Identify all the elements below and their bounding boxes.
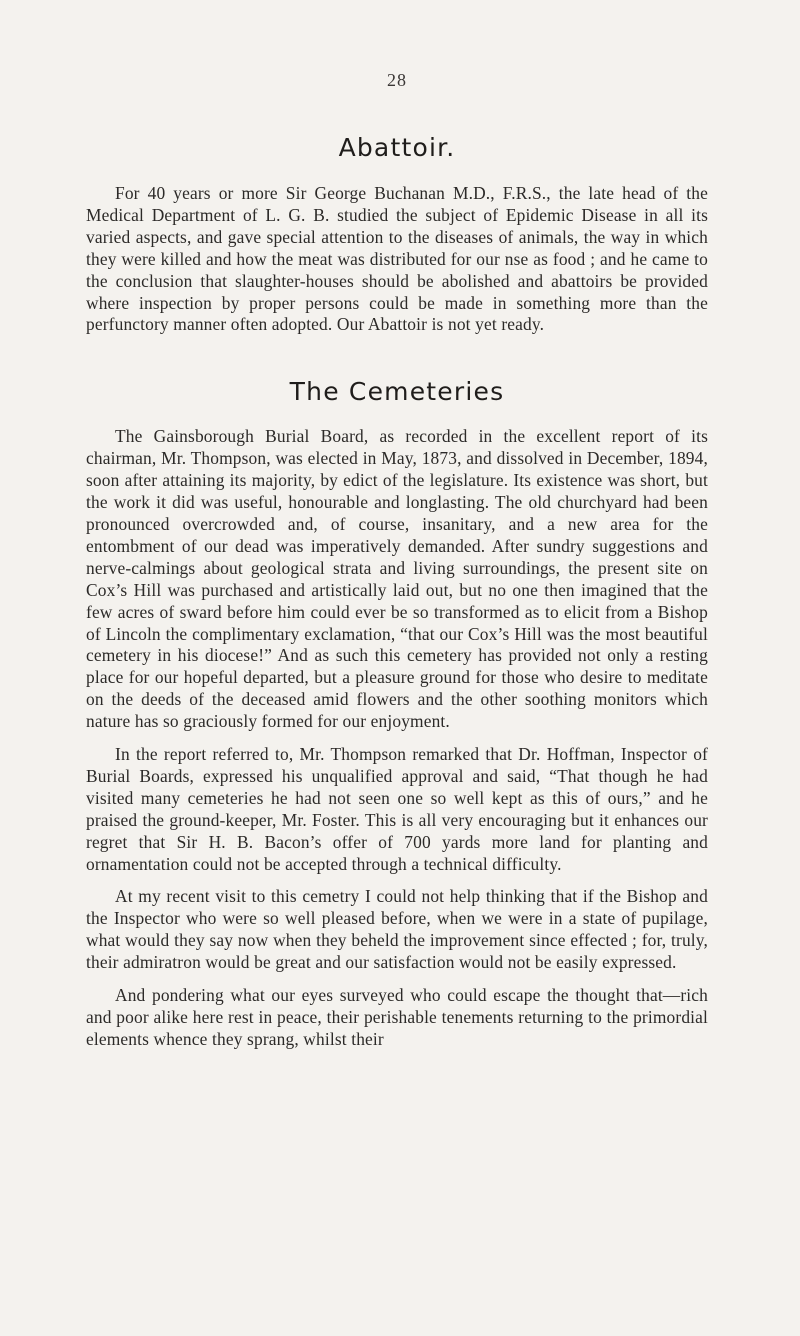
paragraph-abattoir: For 40 years or more Sir George Buchanan M.D., F.R.S., the late head of the Medical Department of L. G. B. studied the subject of Epidemic Disease in all its varied aspects, and gave special attention to the diseases of animals, the way in which they were killed and how the meat was distributed for our nse as food ; and he came to the conclusion that slaughter-houses should be abolished and abattoirs be provided where inspection by proper persons could be made in something more than the perfunctory manner often adopted. Our Abattoir is not yet ready. [86, 183, 708, 335]
paragraph-cemeteries-1: The Gainsborough Burial Board, as recorded in the excellent report of its chairman, Mr. Thompson, was elected in May, 1873, and dissolved in December, 1894, soon after attaining its majority, by edict of the legislature. Its existence was short, but the work it did was useful, honourable and longlasting. The old churchyard had been pronounced overcrowded and, of course, insanitary, and a new area for the entombment of our dead was imperatively demanded. After sundry suggestions and nerve-calmings about geological strata and living surroundings, the present site on Cox’s Hill was purchased and artistically laid out, but no one then imagined that the few acres of sward before him could ever be so transformed as to elicit from a Bishop of Lincoln the complimentary exclamation, “that our Cox’s Hill was the most beautiful cemetery in his diocese!” And as such this cemetery has provided not only a resting place for our hopeful departed, but a pleasure ground for those who desire to meditate on the deeds of the deceased amid flowers and the other soothing monitors which nature has so graciously formed for our enjoyment. [86, 426, 708, 732]
paragraph-cemeteries-2: In the report referred to, Mr. Thompson remarked that Dr. Hoffman, Inspector of Burial Boards, expressed his unqualified approval and said, “That though he had visited many cemeteries he had not seen one so well kept as this of ours,” and he praised the ground-keeper, Mr. Foster. This is all very encouraging but it enhances our regret that Sir H. B. Bacon’s offer of 700 yards more land for planting and ornamentation could not be accepted through a technical difficulty. [86, 744, 708, 874]
paragraph-cemeteries-3: At my recent visit to this cemetry I could not help thinking that if the Bishop and the Inspector who were so well pleased before, when we were in a state of pupilage, what would they say now when they beheld the improvement since effected ; for, truly, their admiratron would be great and our satisfaction would not be easily expressed. [86, 886, 708, 973]
section-heading-cemeteries: The Cemeteries [289, 377, 505, 407]
paragraph-cemeteries-4: And pondering what our eyes surveyed who could escape the thought that—rich and poor alike here rest in peace, their perishable tenements returning to the primordial elements whence they sprang, whilst their [86, 985, 708, 1049]
page-number: 28 [387, 70, 407, 90]
section-heading-abattoir: Abattoir. [338, 133, 456, 162]
document-page [86, 70, 708, 1062]
